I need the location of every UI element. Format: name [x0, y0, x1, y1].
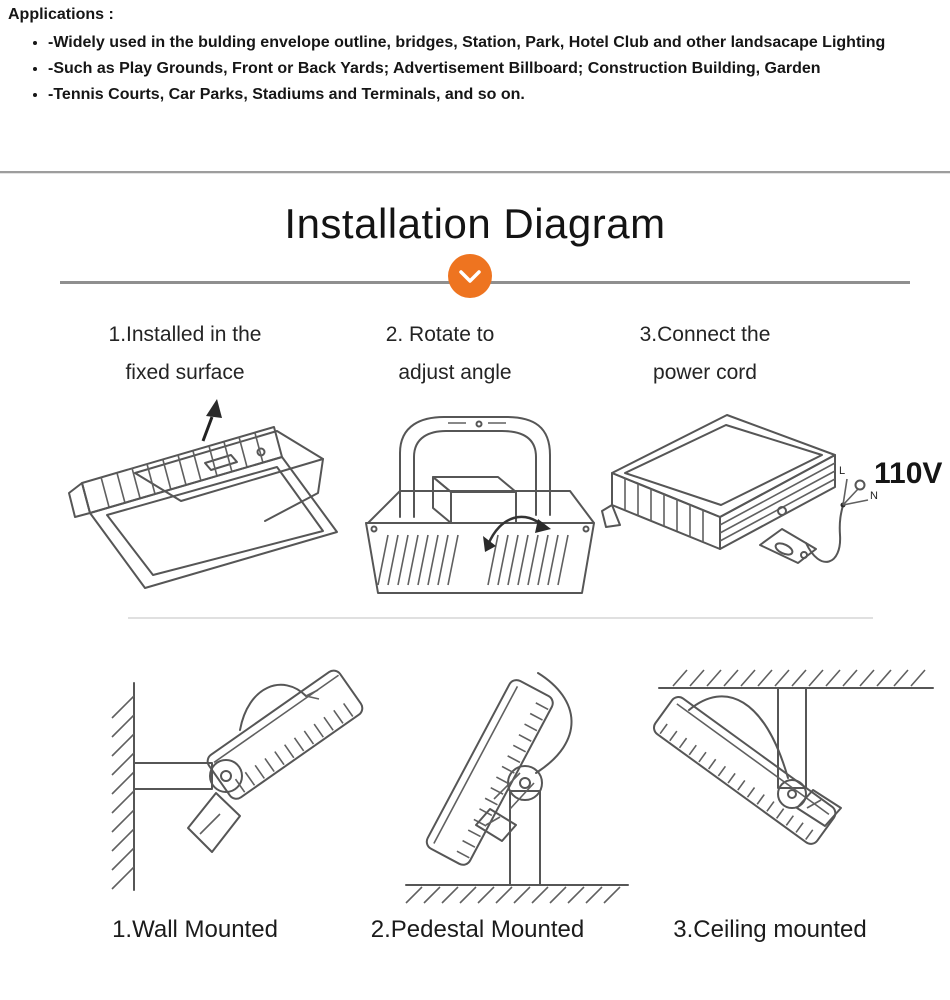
step3-label — [595, 316, 815, 392]
wall-mount-label: 1.Wall Mounted — [112, 916, 278, 943]
step2-label-line1: 2. Rotate to — [385, 323, 495, 346]
heatsink-ridges — [720, 463, 835, 541]
power-cord — [240, 685, 306, 730]
wall-hatching — [112, 696, 134, 889]
applications-heading: Applications : — [8, 6, 114, 23]
step3-label-line1: 3.Connect the — [639, 323, 771, 346]
pivot-joint — [210, 760, 242, 792]
voltage-label: 110V — [874, 457, 943, 490]
yoke-arm — [536, 673, 572, 773]
pivot-joint — [508, 766, 542, 800]
side-foot — [602, 505, 620, 527]
floodlight-fixed-surface-illustration — [55, 393, 360, 605]
floodlight-body — [205, 668, 366, 802]
up-arrow-icon — [203, 399, 222, 441]
pivot-bolt — [221, 771, 231, 781]
heatsink-fins — [625, 478, 703, 542]
wire-label-neutral: N — [870, 490, 878, 502]
pivot-bolt — [520, 778, 530, 788]
junction-box-top — [433, 477, 516, 492]
glass-frame — [90, 457, 337, 588]
ceiling-mount-label: 3.Ceiling mounted — [673, 916, 867, 943]
step2-label-line2: adjust angle — [398, 361, 512, 384]
screw — [372, 527, 377, 532]
mount-arm — [134, 763, 212, 789]
power-cord — [806, 505, 843, 562]
cord-end — [306, 690, 319, 699]
side-foot — [69, 483, 90, 517]
yoke-arm — [689, 696, 788, 778]
applications-list — [18, 32, 893, 110]
glass-panel — [625, 425, 822, 505]
pivot-bolt — [788, 790, 796, 798]
step1-label-line2: fixed surface — [125, 361, 245, 384]
floodlight-body — [651, 694, 839, 847]
diagram-title: Installation Diagram — [284, 200, 666, 247]
ceiling-hatching — [673, 670, 925, 686]
ceiling-post — [778, 688, 806, 788]
fins-left — [378, 535, 458, 585]
step1-label — [75, 316, 295, 392]
application-item: • -Widely used in the bulding envelope outline, bridges, Station, Park, Hotel Club and other landsacape Lighting — [48, 32, 893, 54]
step3-label-line2: power cord — [653, 361, 757, 384]
pedestal-mount-illustration — [388, 633, 643, 905]
ground-wire-symbol — [856, 481, 865, 490]
screw — [584, 527, 589, 532]
ground-hatching — [406, 887, 620, 903]
bracket-slot — [200, 814, 220, 834]
step2-label — [330, 316, 550, 392]
fins-right — [488, 535, 568, 585]
section-divider — [0, 171, 950, 174]
step1-label-line1: 1.Installed in the — [108, 323, 262, 346]
junction-box-side — [433, 477, 451, 523]
support-bracket — [188, 793, 240, 852]
bracket-hole — [801, 552, 807, 558]
bracket-slot — [205, 455, 237, 470]
junction-box-front — [451, 492, 516, 523]
scroll-down-badge — [448, 254, 492, 298]
yoke-hole — [477, 422, 482, 427]
glass-panel — [107, 467, 323, 575]
mount-section-divider — [128, 617, 873, 619]
application-item: • -Tennis Courts, Car Parks, Stadiums and Terminals, and so on. — [48, 84, 893, 106]
body-deck — [368, 491, 594, 523]
wire-label-live: L — [839, 465, 846, 477]
wall-mount-illustration — [68, 638, 368, 908]
floodlight-power-illustration — [592, 393, 950, 608]
body-back — [366, 523, 594, 593]
chevron-down-icon — [448, 254, 492, 298]
bracket-slot — [774, 541, 794, 557]
ceiling-mount-illustration — [645, 650, 945, 905]
pedestal-mount-label: 2.Pedestal Mounted — [370, 916, 585, 943]
floodlight-rotate-illustration — [338, 395, 623, 607]
application-item: • -Such as Play Grounds, Front or Back Yards; Advertisement Billboard; Construction Building, Garden — [48, 58, 893, 80]
